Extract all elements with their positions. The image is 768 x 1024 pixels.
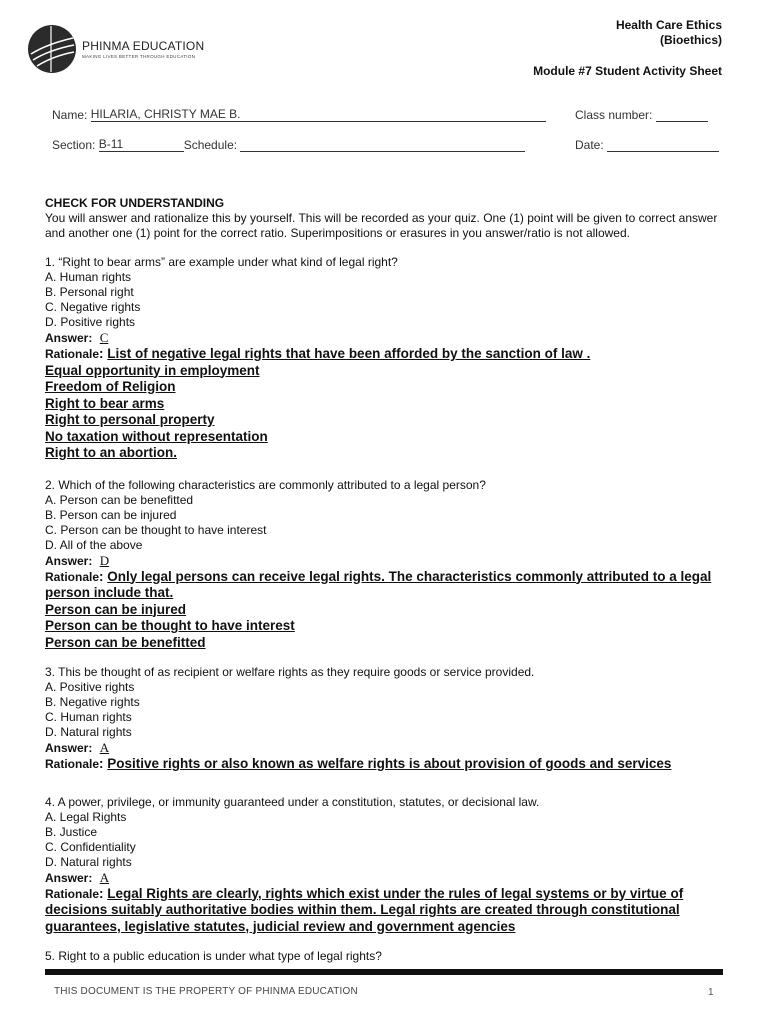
instructions: You will answer and rationalize this by yourself. This will be recorded as your quiz. One (1) point will be given to correct answer and another one (1) point for the correct ratio. Superimpositions or erasures in you answer/ratio is not allowed. xyxy=(45,211,718,240)
section-label: Section: xyxy=(52,138,96,152)
brand-tagline: MAKING LIVES BETTER THROUGH EDUCATION xyxy=(82,54,196,59)
name-label: Name: xyxy=(52,108,88,122)
name-value-text: HILARIA, CHRISTY MAE B. xyxy=(90,107,241,121)
rationale: Rationale: List of negative legal rights that have been afforded by the sanction of law . Equal opportunity in employment Freedom of Religion Right to bear arms Right to personal property No taxation without representation Right to an abortion. xyxy=(45,346,735,462)
brand-name: PHINMA EDUCATION xyxy=(82,39,205,53)
rationale-line: Right to bear arms xyxy=(45,395,165,411)
option-a: A. Legal Rights xyxy=(45,809,127,824)
section-value[interactable] xyxy=(99,137,184,152)
rationale-line: Person can be injured xyxy=(45,601,187,617)
phinma-logo-icon xyxy=(27,24,77,74)
question-1 xyxy=(45,255,735,462)
option-c: C. Confidentiality xyxy=(45,839,136,854)
schedule-label: Schedule: xyxy=(183,138,238,152)
answer-label: Answer: xyxy=(45,331,93,345)
rationale-line: Right to personal property xyxy=(45,412,215,427)
footer-text: THIS DOCUMENT IS THE PROPERTY OF PHINMA EDUCATION xyxy=(54,986,358,997)
section-value-text: B-11 xyxy=(98,137,124,151)
question-text: 5. Right to a public education is under what type of legal rights? xyxy=(45,949,382,963)
option-b: B. Negative rights xyxy=(45,695,140,709)
rationale: Rationale: Only legal persons can receive legal rights. The characteristics commonly attributed to a legal person include that. Person can be injured Person can be thought to have interest Person can be benefitted xyxy=(45,569,735,652)
page-number: 1 xyxy=(708,987,714,998)
date-input[interactable] xyxy=(607,137,719,152)
option-a: A. Human rights xyxy=(45,270,132,284)
schedule-input[interactable] xyxy=(240,137,525,152)
answer-label: Answer: xyxy=(45,553,93,568)
option-d: D. All of the above xyxy=(45,537,143,552)
activity-content xyxy=(45,196,735,964)
question-text: 2. Which of the following characteristics are commonly attributed to a legal person? xyxy=(45,477,486,492)
name-value[interactable] xyxy=(91,107,546,122)
answer-value: A xyxy=(99,869,110,885)
rationale-text: Legal Rights are clearly, rights which exist under the rules of legal systems or by virtue of decisions suitably authoritative bodies within them. Legal rights are created through constitutional guarantees, legislative statutes, judicial review and government agencies xyxy=(45,885,684,934)
rationale-label: Rationale xyxy=(45,886,100,901)
option-d: D. Natural rights xyxy=(45,725,132,739)
rationale-line: Equal opportunity in employment xyxy=(45,362,260,378)
answer-value: A xyxy=(99,740,110,755)
answer-value: D xyxy=(99,552,110,568)
answer-label: Answer: xyxy=(45,870,93,885)
footer-divider xyxy=(45,969,723,975)
option-b: B. Personal right xyxy=(45,285,134,299)
course-title: Health Care Ethics xyxy=(615,18,722,32)
option-d: D. Natural rights xyxy=(45,854,132,869)
class-number-field xyxy=(575,107,708,122)
answer-row xyxy=(45,553,735,569)
option-a: A. Person can be benefitted xyxy=(45,492,194,507)
date-label: Date: xyxy=(575,138,604,152)
answer-value: C xyxy=(99,330,109,345)
section-field xyxy=(52,137,525,152)
option-c: C. Person can be thought to have interest xyxy=(45,522,267,537)
answer-row xyxy=(45,330,735,346)
question-2 xyxy=(45,478,735,652)
question-text: 4. A power, privilege, or immunity guaranteed under a constitution, statutes, or decisional law. xyxy=(45,794,540,809)
question-3 xyxy=(45,665,735,773)
option-c: C. Negative rights xyxy=(45,300,141,314)
rationale-line: Right to an abortion. xyxy=(45,445,177,460)
rationale: Rationale: Legal Rights are clearly, rights which exist under the rules of legal systems or by virtue of decisions suitably authoritative bodies within them. Legal rights are created through constitutional guarantees, legislative statutes, judicial review and government agencies xyxy=(45,885,684,934)
name-field xyxy=(52,107,546,122)
course-subtitle: (Bioethics) xyxy=(659,33,722,47)
rationale-line: Freedom of Religion xyxy=(45,379,176,394)
rationale-line: Person can be thought to have interest xyxy=(45,618,295,633)
answer-row xyxy=(45,870,735,886)
rationale-text: List of negative legal rights that have been afforded by the sanction of law . xyxy=(107,346,591,361)
option-d: D. Positive rights xyxy=(45,315,136,329)
date-field xyxy=(575,137,719,152)
class-number-input[interactable] xyxy=(656,107,708,122)
rationale-text: Positive rights or also known as welfare rights is about provision of goods and services xyxy=(107,756,672,771)
module-title: Module #7 Student Activity Sheet xyxy=(533,64,722,78)
answer-row xyxy=(45,740,735,756)
rationale-label: Rationale xyxy=(45,757,100,771)
answer-label: Answer: xyxy=(45,741,93,755)
rationale-label: Rationale xyxy=(45,347,100,361)
question-text: 1. “Right to bear arms” are example under what kind of legal right? xyxy=(45,255,398,269)
question-text: 3. This be thought of as recipient or welfare rights as they require goods or service provided. xyxy=(45,665,535,679)
rationale-line: Person can be benefitted xyxy=(45,634,206,650)
option-b: B. Person can be injured xyxy=(45,507,177,522)
option-c: C. Human rights xyxy=(45,710,132,724)
section-heading: CHECK FOR UNDERSTANDING xyxy=(45,196,225,210)
rationale: Rationale: Positive rights or also known as welfare rights is about provision of goods and services xyxy=(45,756,672,771)
class-number-label: Class number: xyxy=(575,108,653,122)
option-b: B. Justice xyxy=(45,824,98,839)
question-4 xyxy=(45,795,735,936)
option-a: A. Positive rights xyxy=(45,680,135,694)
question-5 xyxy=(45,949,735,964)
rationale-label: Rationale xyxy=(45,569,100,584)
rationale-line: No taxation without representation xyxy=(45,428,268,444)
rationale-text: Only legal persons can receive legal rights. The characteristics commonly attributed to a legal person include that. xyxy=(45,568,712,600)
